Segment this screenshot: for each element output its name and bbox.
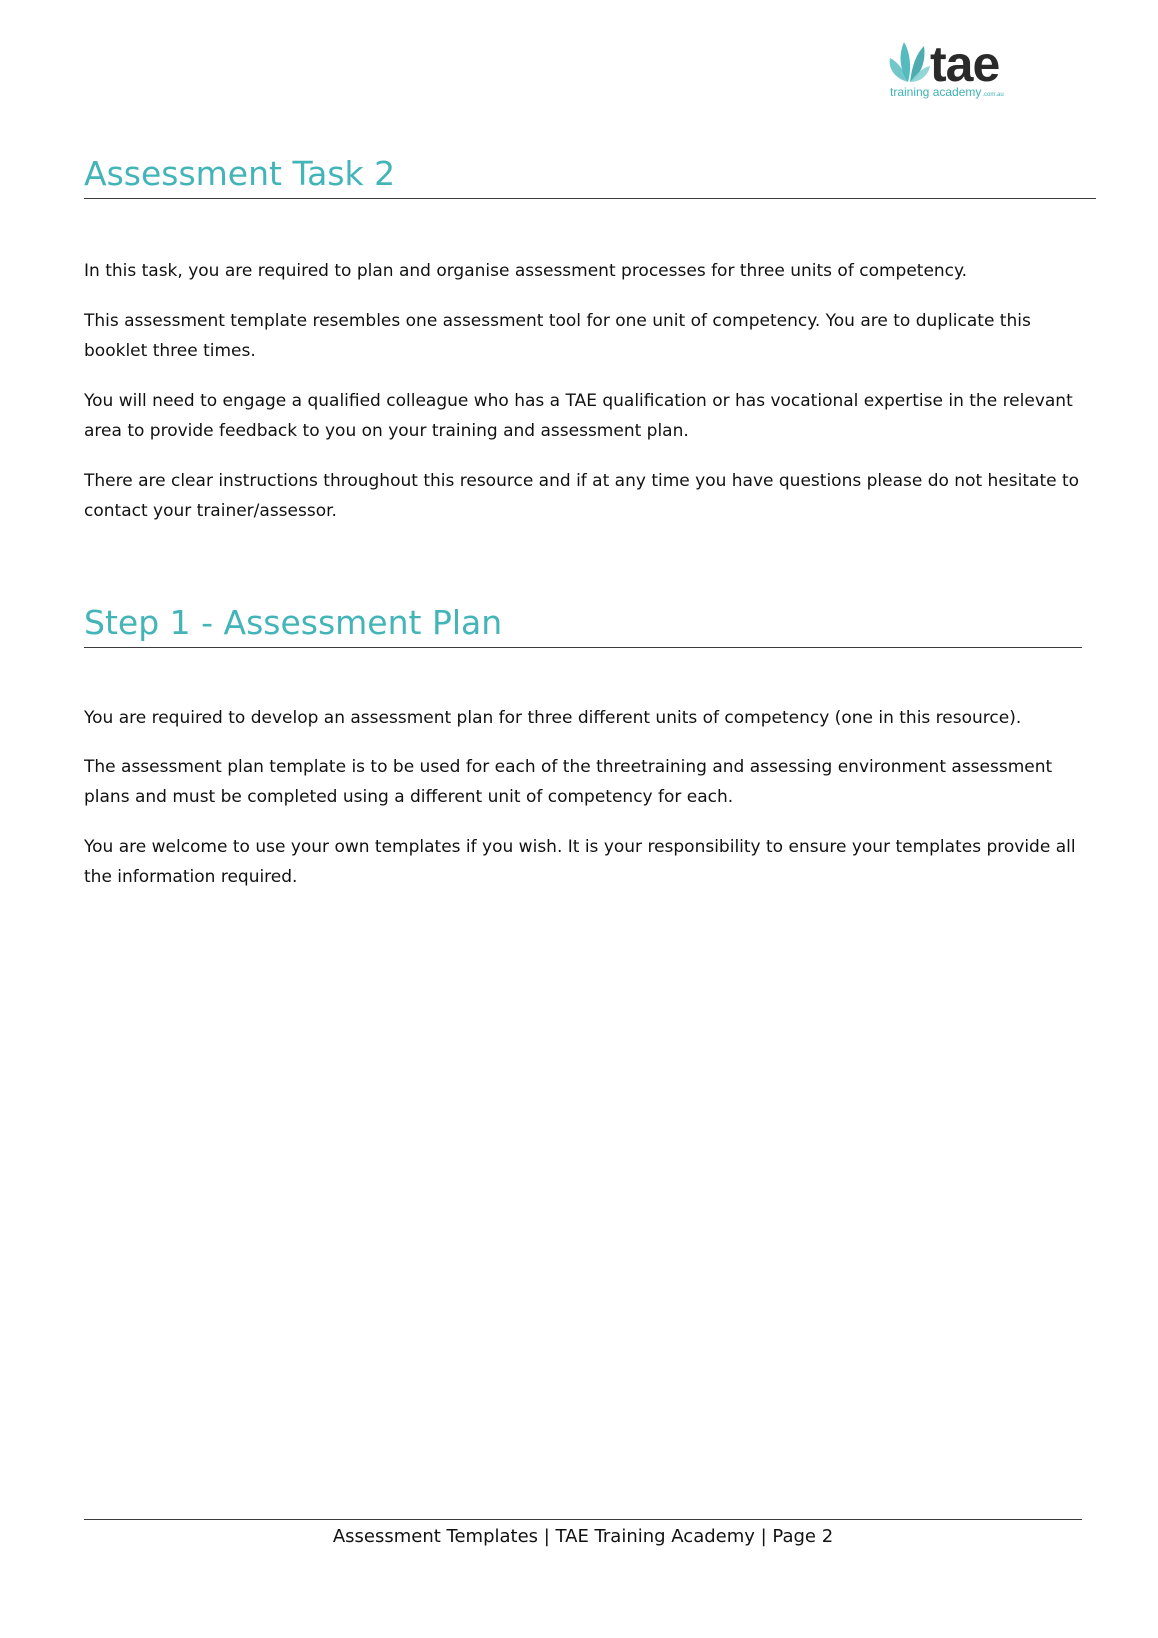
logo-subtitle [890, 85, 1004, 102]
step1-paragraph: You are welcome to use your own templates if you wish. It is your responsibility to ensure your templates provide all the information required. [84, 837, 1076, 887]
logo-suffix: .com.au [982, 92, 1004, 98]
step1-paragraph: You are required to develop an assessment plan for three different units of competency (one in this resource). [84, 708, 1022, 728]
logo-wordmark: tae [930, 36, 1000, 92]
logo-subtitle-text: training academy [890, 85, 982, 99]
footer-divider [84, 1519, 1082, 1520]
task-paragraph: You will need to engage a qualified colleague who has a TAE qualification or has vocational expertise in the relevant area to provide feedback to you on your training and assessment plan. [84, 391, 1073, 441]
step1-heading: Step 1 - Assessment Plan [84, 601, 1082, 648]
step1-paragraph: The assessment plan template is to be used for each of the threetraining and assessing environment assessment plans and must be completed using a different unit of competency for each. [84, 757, 1053, 807]
task-paragraph: This assessment template resembles one assessment tool for one unit of competency. You are to duplicate this booklet three times. [84, 311, 1031, 361]
task-paragraph: There are clear instructions throughout this resource and if at any time you have questions please do not hesitate to contact your trainer/assessor. [84, 471, 1080, 521]
lotus-icon [886, 34, 932, 84]
task-paragraph: In this task, you are required to plan and organise assessment processes for three units of competency. [84, 261, 968, 281]
tae-logo [886, 34, 1026, 104]
page-footer: Assessment Templates | TAE Training Academy | Page 2 [332, 1526, 834, 1547]
assessment-task-heading: Assessment Task 2 [84, 152, 1096, 199]
